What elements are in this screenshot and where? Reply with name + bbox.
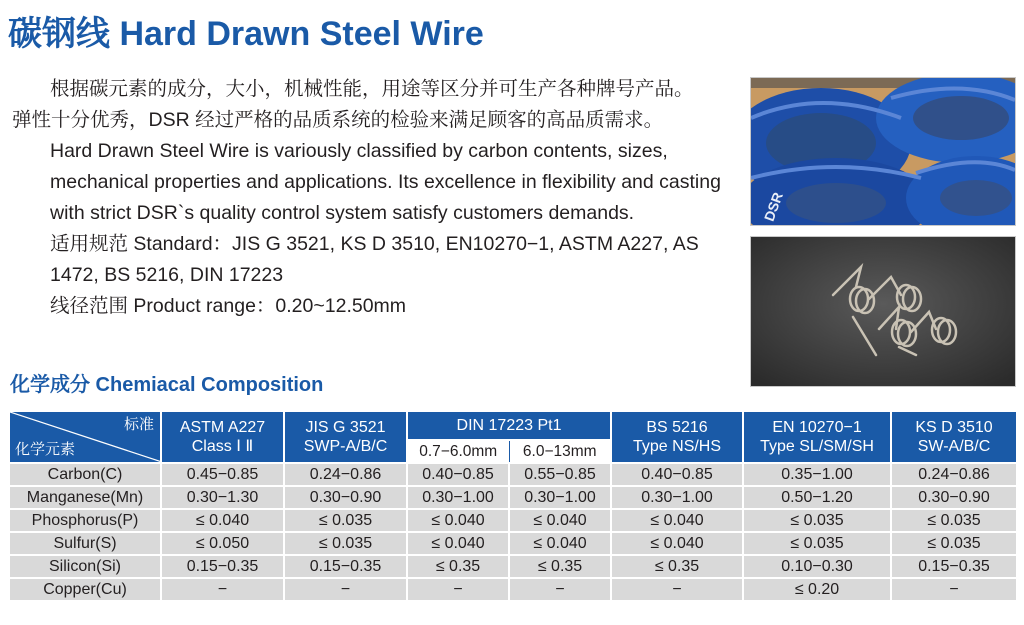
springs-photo bbox=[750, 236, 1016, 387]
table-cell: 0.30−1.30 bbox=[161, 486, 284, 509]
row-label: Manganese(Mn) bbox=[9, 486, 161, 509]
table-cell: − bbox=[891, 578, 1017, 601]
table-cell: 0.24−0.86 bbox=[891, 463, 1017, 486]
table-row bbox=[9, 463, 1017, 486]
table-cell: 0.50−1.20 bbox=[743, 486, 891, 509]
table-cell: 0.30−0.90 bbox=[284, 486, 407, 509]
page-title: 碳钢线 Hard Drawn Steel Wire bbox=[8, 15, 484, 53]
intro-cn-line1: 根据碳元素的成分，大小，机械性能，用途等区分并可生产各种牌号产品。 bbox=[50, 78, 694, 100]
table-cell: 0.10−0.30 bbox=[743, 555, 891, 578]
table-cell: 0.30−1.00 bbox=[407, 486, 509, 509]
table-cell: ≤ 0.040 bbox=[509, 509, 611, 532]
table-cell: ≤ 0.040 bbox=[611, 532, 743, 555]
table-cell: ≤ 0.035 bbox=[891, 509, 1017, 532]
table-cell: 0.15−0.35 bbox=[161, 555, 284, 578]
corner-header bbox=[9, 411, 161, 463]
table-cell: − bbox=[407, 578, 509, 601]
table-cell: 0.15−0.35 bbox=[284, 555, 407, 578]
header-din: DIN 17223 Pt1 bbox=[407, 411, 611, 440]
table-cell: ≤ 0.040 bbox=[611, 509, 743, 532]
range-line: 线径范围 Product range：0.20~12.50mm bbox=[50, 295, 407, 317]
header-en: EN 10270−1 Type SL/SM/SH bbox=[743, 411, 891, 463]
header-ks: KS D 3510 SW-A/B/C bbox=[891, 411, 1017, 463]
table-cell: 0.15−0.35 bbox=[891, 555, 1017, 578]
header-din-sub-1: 0.7−6.0mm bbox=[407, 440, 509, 463]
table-cell: ≤ 0.035 bbox=[743, 532, 891, 555]
row-label: Silicon(Si) bbox=[9, 555, 161, 578]
table-cell: 0.35−1.00 bbox=[743, 463, 891, 486]
table-cell: 0.24−0.86 bbox=[284, 463, 407, 486]
table-cell: ≤ 0.35 bbox=[611, 555, 743, 578]
table-cell: ≤ 0.35 bbox=[407, 555, 509, 578]
corner-element-label: 化学元素 bbox=[15, 441, 76, 458]
coil-label: DSR bbox=[760, 190, 786, 224]
table-cell: 0.30−1.00 bbox=[611, 486, 743, 509]
table-cell: ≤ 0.35 bbox=[509, 555, 611, 578]
row-label: Sulfur(S) bbox=[9, 532, 161, 555]
table-cell: ≤ 0.040 bbox=[407, 532, 509, 555]
header-astm: ASTM A227 Class Ⅰ Ⅱ bbox=[161, 411, 284, 463]
table-cell: ≤ 0.035 bbox=[284, 532, 407, 555]
table-cell: 0.40−0.85 bbox=[407, 463, 509, 486]
wire-coils-photo bbox=[750, 77, 1016, 226]
table-cell: 0.30−0.90 bbox=[891, 486, 1017, 509]
table-cell: ≤ 0.035 bbox=[743, 509, 891, 532]
table-cell: ≤ 0.035 bbox=[891, 532, 1017, 555]
table-row bbox=[9, 578, 1017, 601]
row-label: Phosphorus(P) bbox=[9, 509, 161, 532]
table-cell: ≤ 0.20 bbox=[743, 578, 891, 601]
table-cell: ≤ 0.040 bbox=[509, 532, 611, 555]
row-label: Copper(Cu) bbox=[9, 578, 161, 601]
table-cell: ≤ 0.040 bbox=[407, 509, 509, 532]
table-row bbox=[9, 532, 1017, 555]
intro-cn-line2: 弹性十分优秀，DSR 经过严格的品质系统的检验来满足顾客的高品质需求。 bbox=[12, 109, 664, 131]
table-cell: 0.40−0.85 bbox=[611, 463, 743, 486]
composition-section-title: 化学成分 Chemiacal Composition bbox=[10, 374, 324, 396]
table-cell: − bbox=[161, 578, 284, 601]
table-cell: ≤ 0.040 bbox=[161, 509, 284, 532]
table-cell: − bbox=[509, 578, 611, 601]
intro-text bbox=[12, 74, 740, 322]
composition-table bbox=[8, 410, 1018, 602]
corner-standard-label: 标准 bbox=[123, 416, 154, 433]
table-cell: ≤ 0.050 bbox=[161, 532, 284, 555]
row-label: Carbon(C) bbox=[9, 463, 161, 486]
table-cell: 0.30−1.00 bbox=[509, 486, 611, 509]
table-cell: 0.55−0.85 bbox=[509, 463, 611, 486]
header-bs: BS 5216 Type NS/HS bbox=[611, 411, 743, 463]
header-din-sub-2: 6.0−13mm bbox=[509, 440, 611, 463]
standard-line: 适用规范 Standard：JIS G 3521, KS D 3510, EN10270−1, ASTM A227, AS 1472, BS 5216, DIN 17223 bbox=[50, 233, 699, 286]
table-cell: − bbox=[284, 578, 407, 601]
table-row bbox=[9, 509, 1017, 532]
table-cell: 0.45−0.85 bbox=[161, 463, 284, 486]
table-row bbox=[9, 555, 1017, 578]
table-row bbox=[9, 486, 1017, 509]
header-jis: JIS G 3521 SWP-A/B/C bbox=[284, 411, 407, 463]
table-cell: ≤ 0.035 bbox=[284, 509, 407, 532]
intro-en-paragraph: Hard Drawn Steel Wire is variously classified by carbon contents, sizes, mechanical properties and applications. Its excellence in flexibility and casting with strict DSR`s quality control system satisfy customers demands. bbox=[50, 140, 721, 224]
table-cell: − bbox=[611, 578, 743, 601]
